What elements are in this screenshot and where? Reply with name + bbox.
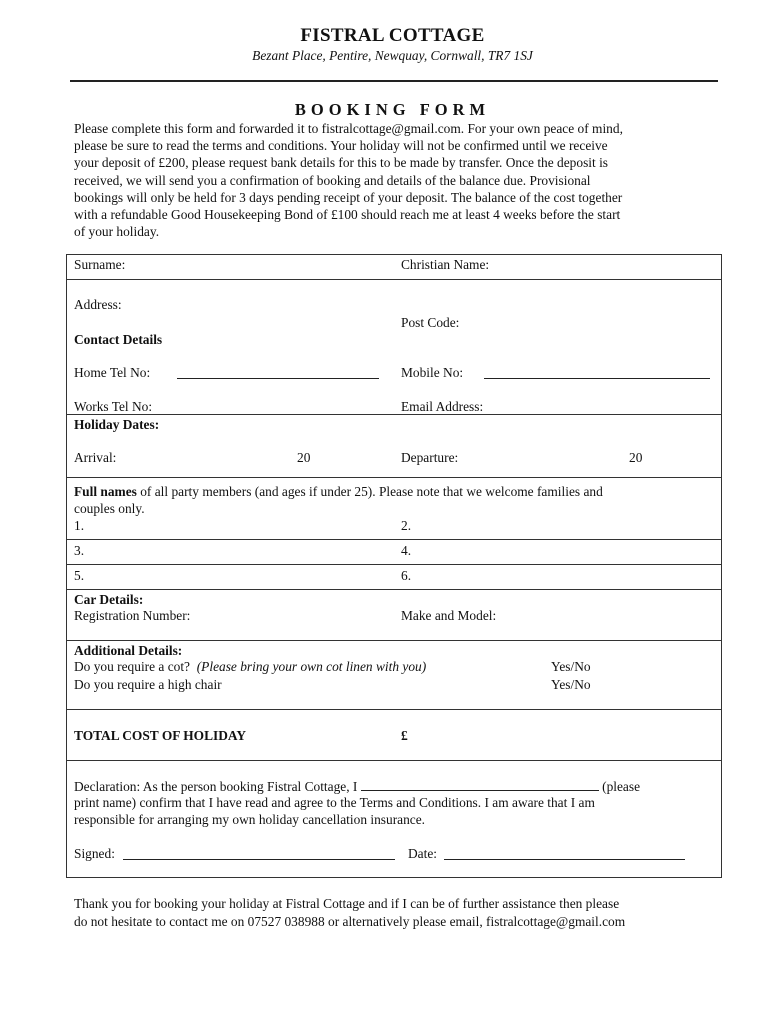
registration-label[interactable]: Registration Number: bbox=[74, 608, 191, 623]
highchair-question: Do you require a high chair bbox=[74, 677, 222, 692]
cottage-title: FISTRAL COTTAGE bbox=[300, 25, 485, 46]
closing-line: Thank you for booking your holiday at Fistral Cottage and if I can be of further assistance then please bbox=[74, 896, 620, 911]
declaration-line1 bbox=[74, 778, 640, 795]
party-slot-1[interactable]: 1. bbox=[74, 518, 85, 533]
arrival-label[interactable]: Arrival: bbox=[74, 450, 117, 465]
contact-details-heading: Contact Details bbox=[74, 332, 163, 347]
row-divider bbox=[66, 477, 722, 478]
cot-question bbox=[74, 659, 426, 675]
intro-line: please be sure to read the terms and conditions. Your holiday will not be confirmed until we receive bbox=[74, 138, 608, 154]
party-slot-3[interactable]: 3. bbox=[74, 543, 85, 558]
row-divider bbox=[66, 539, 722, 540]
closing-note bbox=[74, 895, 734, 930]
closing-line: do not hesitate to contact me on 07527 038988 or alternatively please email, fistralcottage@gmail.com bbox=[74, 913, 626, 929]
arrival-year: 20 bbox=[297, 450, 311, 465]
intro-line: with a refundable Good Housekeeping Bond of £100 should reach me at least 4 weeks before the start bbox=[74, 207, 621, 223]
declaration-prefix: Declaration: As the person booking Fistral Cottage, I bbox=[74, 779, 358, 794]
cot-question-text: Do you require a cot? bbox=[74, 659, 191, 674]
intro-line: of your holiday. bbox=[74, 224, 160, 240]
intro-line: bookings will only be held for 3 days pending receipt of your deposit. The balance of the cost together bbox=[74, 189, 623, 205]
cot-answer[interactable]: Yes/No bbox=[551, 659, 591, 674]
additional-details-heading: Additional Details: bbox=[74, 643, 183, 658]
home-tel-field[interactable] bbox=[177, 366, 379, 379]
holiday-dates-heading: Holiday Dates: bbox=[74, 417, 160, 432]
party-heading-text: of all party members (and ages if under 25). Please note that we welcome families and bbox=[136, 484, 603, 499]
party-slot-5[interactable]: 5. bbox=[74, 568, 85, 583]
date-field[interactable] bbox=[444, 847, 685, 860]
row-divider bbox=[66, 709, 722, 710]
intro-paragraph bbox=[74, 120, 724, 240]
row-divider bbox=[66, 760, 722, 761]
row-divider bbox=[66, 589, 722, 590]
declaration-suffix: (please bbox=[602, 779, 641, 794]
row-divider bbox=[66, 564, 722, 565]
surname-label[interactable]: Surname: bbox=[74, 257, 126, 272]
christian-name-label[interactable]: Christian Name: bbox=[401, 257, 490, 272]
intro-line: your deposit of £200, please request bank details for this to be made by transfer. Once the deposit is bbox=[74, 155, 609, 171]
email-label[interactable]: Email Address: bbox=[401, 399, 484, 414]
row-divider bbox=[66, 640, 722, 641]
signature-field[interactable] bbox=[123, 847, 395, 860]
signed-label: Signed: bbox=[74, 846, 115, 861]
party-slot-6[interactable]: 6. bbox=[401, 568, 412, 583]
highchair-answer[interactable]: Yes/No bbox=[551, 677, 591, 692]
party-heading-line2: couples only. bbox=[74, 501, 145, 516]
form-title: BOOKING FORM bbox=[294, 100, 491, 119]
party-slot-2[interactable]: 2. bbox=[401, 518, 412, 533]
party-slot-4[interactable]: 4. bbox=[401, 543, 412, 558]
intro-line: received, we will send you a confirmation of booking and details of the balance due. Provisional bbox=[74, 172, 591, 188]
departure-label[interactable]: Departure: bbox=[401, 450, 459, 465]
party-heading-bold: Full names bbox=[74, 484, 137, 499]
post-code-label[interactable]: Post Code: bbox=[401, 315, 460, 330]
party-heading bbox=[74, 484, 603, 500]
cot-note: (Please bring your own cot linen with you) bbox=[196, 659, 427, 674]
works-tel-label[interactable]: Works Tel No: bbox=[74, 399, 153, 414]
row-divider bbox=[66, 279, 722, 280]
mobile-label: Mobile No: bbox=[401, 365, 464, 380]
home-tel-label: Home Tel No: bbox=[74, 365, 151, 380]
departure-year: 20 bbox=[629, 450, 643, 465]
make-model-label[interactable]: Make and Model: bbox=[401, 608, 497, 623]
total-cost-currency[interactable]: £ bbox=[401, 728, 408, 743]
print-name-field[interactable] bbox=[361, 778, 599, 791]
date-label: Date: bbox=[408, 846, 437, 861]
mobile-field[interactable] bbox=[484, 366, 710, 379]
row-divider bbox=[66, 414, 722, 415]
header-divider bbox=[70, 80, 718, 82]
address-label[interactable]: Address: bbox=[74, 297, 122, 312]
declaration-line2: print name) confirm that I have read and agree to the Terms and Conditions. I am aware that I am bbox=[74, 795, 595, 810]
intro-line: Please complete this form and forwarded it to fistralcottage@gmail.com. For your own peace of mind, bbox=[74, 121, 623, 136]
declaration-line3: responsible for arranging my own holiday cancellation insurance. bbox=[74, 812, 426, 827]
total-cost-label: TOTAL COST OF HOLIDAY bbox=[74, 728, 247, 743]
car-details-heading: Car Details: bbox=[74, 592, 144, 607]
cottage-address: Bezant Place, Pentire, Newquay, Cornwall, TR7 1SJ bbox=[252, 48, 533, 63]
